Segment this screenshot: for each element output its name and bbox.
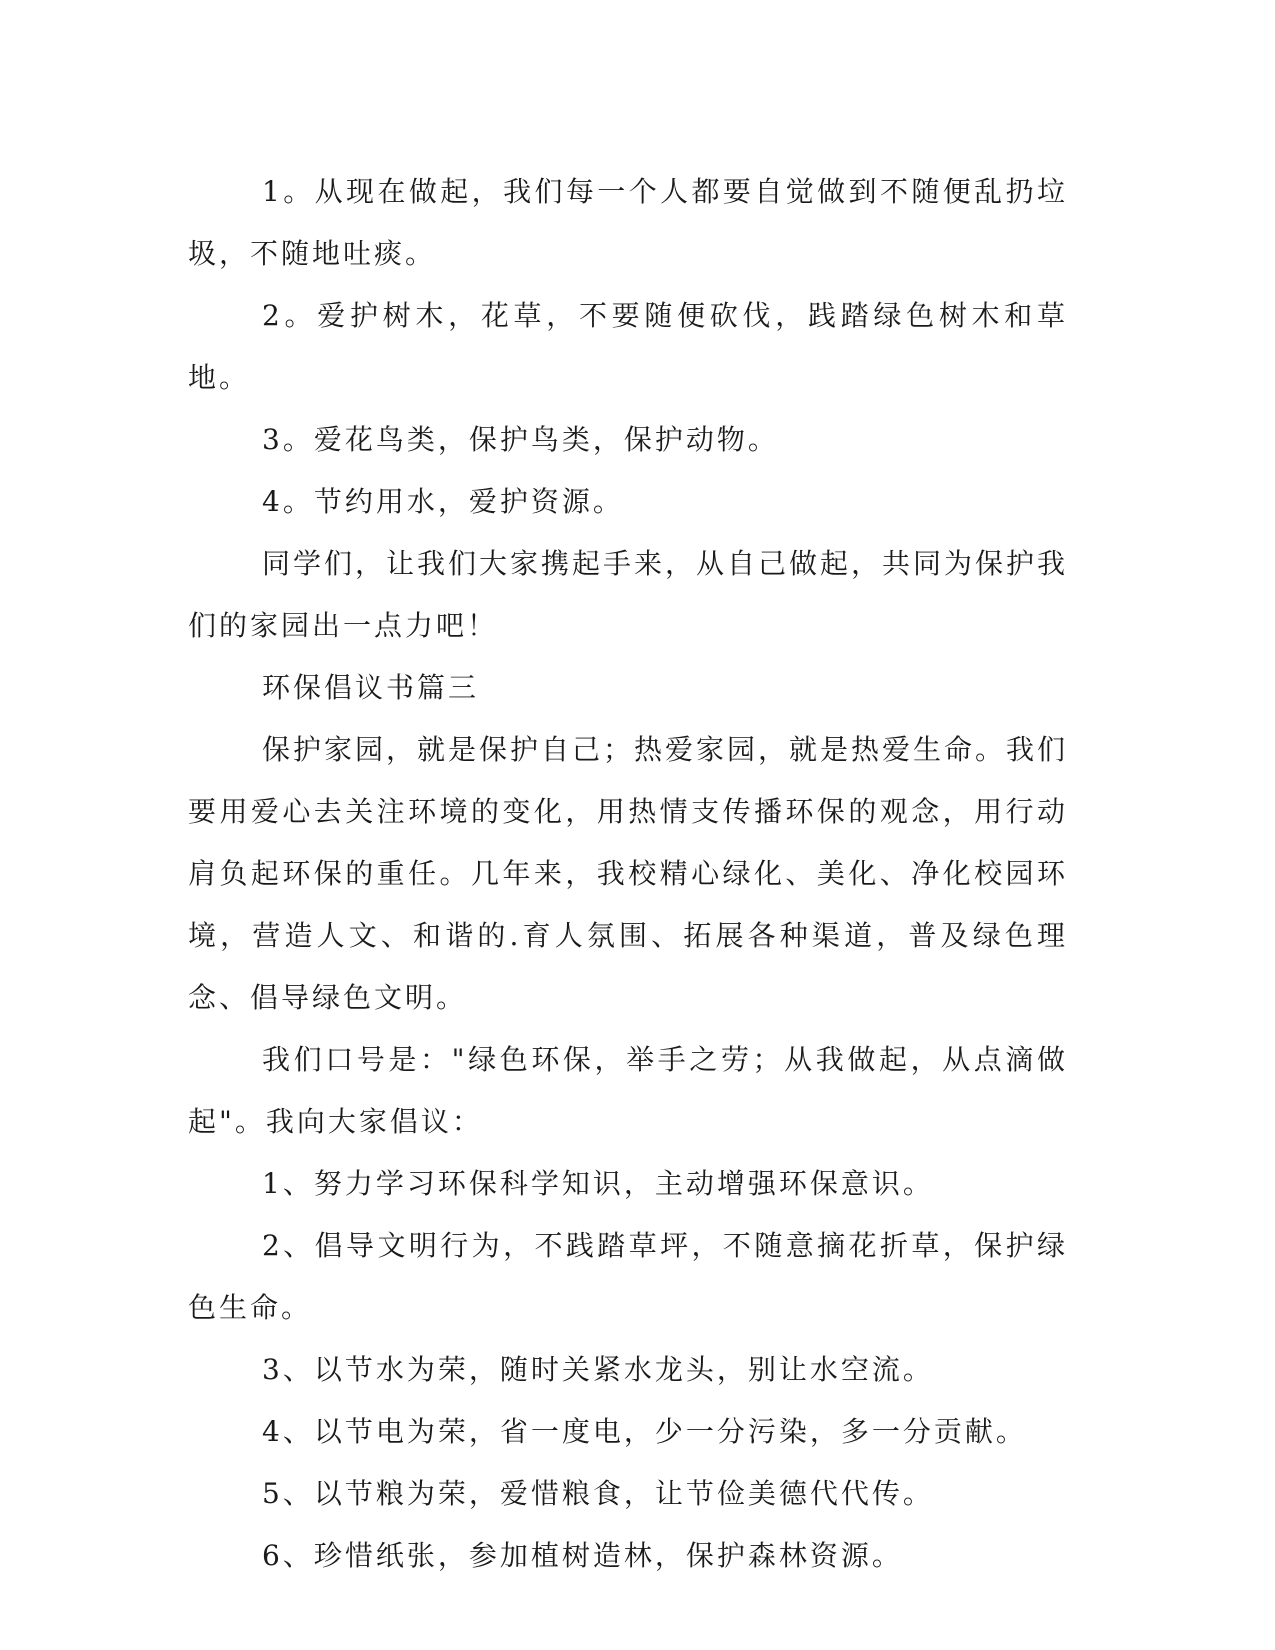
proposal-item-3: 3、以节水为荣，随时关紧水龙头，别让水空流。	[262, 1353, 934, 1386]
paragraph-item-2: 2。爱护树木，花草，不要随便砍伐，践踏绿色树木和草地。	[188, 299, 1068, 394]
proposal-item-4: 4、以节电为荣，省一度电，少一分污染，多一分贡献。	[262, 1415, 1027, 1448]
paragraph-intro: 保护家园，就是保护自己；热爱家园，就是热爱生命。我们要用爱心去关注环境的变化，用热情支传播环保的观念，用行动肩负起环保的重任。几年来，我校精心绿化、美化、净化校园环境，营造人文、和谐的.育人氛围、拓展各种渠道，普及绿色理念、倡导绿色文明。	[188, 733, 1069, 1014]
paragraph-item-1: 1。从现在做起，我们每一个人都要自觉做到不随便乱扔垃圾，不随地吐痰。	[188, 175, 1068, 270]
paragraph-appeal: 同学们，让我们大家携起手来，从自己做起，共同为保护我们的家园出一点力吧！	[188, 547, 1069, 642]
section-heading: 环保倡议书篇三	[262, 671, 480, 704]
document-body	[188, 161, 1068, 1587]
paragraph-item-4: 4。节约用水，爱护资源。	[262, 485, 624, 518]
proposal-item-5: 5、以节粮为荣，爱惜粮食，让节俭美德代代传。	[262, 1477, 934, 1510]
proposal-item-2: 2、倡导文明行为，不践踏草坪，不随意摘花折草，保护绿色生命。	[188, 1229, 1068, 1324]
paragraph-slogan: 我们口号是："绿色环保，举手之劳；从我做起，从点滴做起"。我向大家倡议：	[188, 1043, 1068, 1138]
proposal-item-6: 6、珍惜纸张，参加植树造林，保护森林资源。	[262, 1539, 903, 1572]
paragraph-item-3: 3。爱花鸟类，保护鸟类，保护动物。	[262, 423, 779, 456]
proposal-item-1: 1、努力学习环保科学知识，主动增强环保意识。	[262, 1167, 934, 1200]
